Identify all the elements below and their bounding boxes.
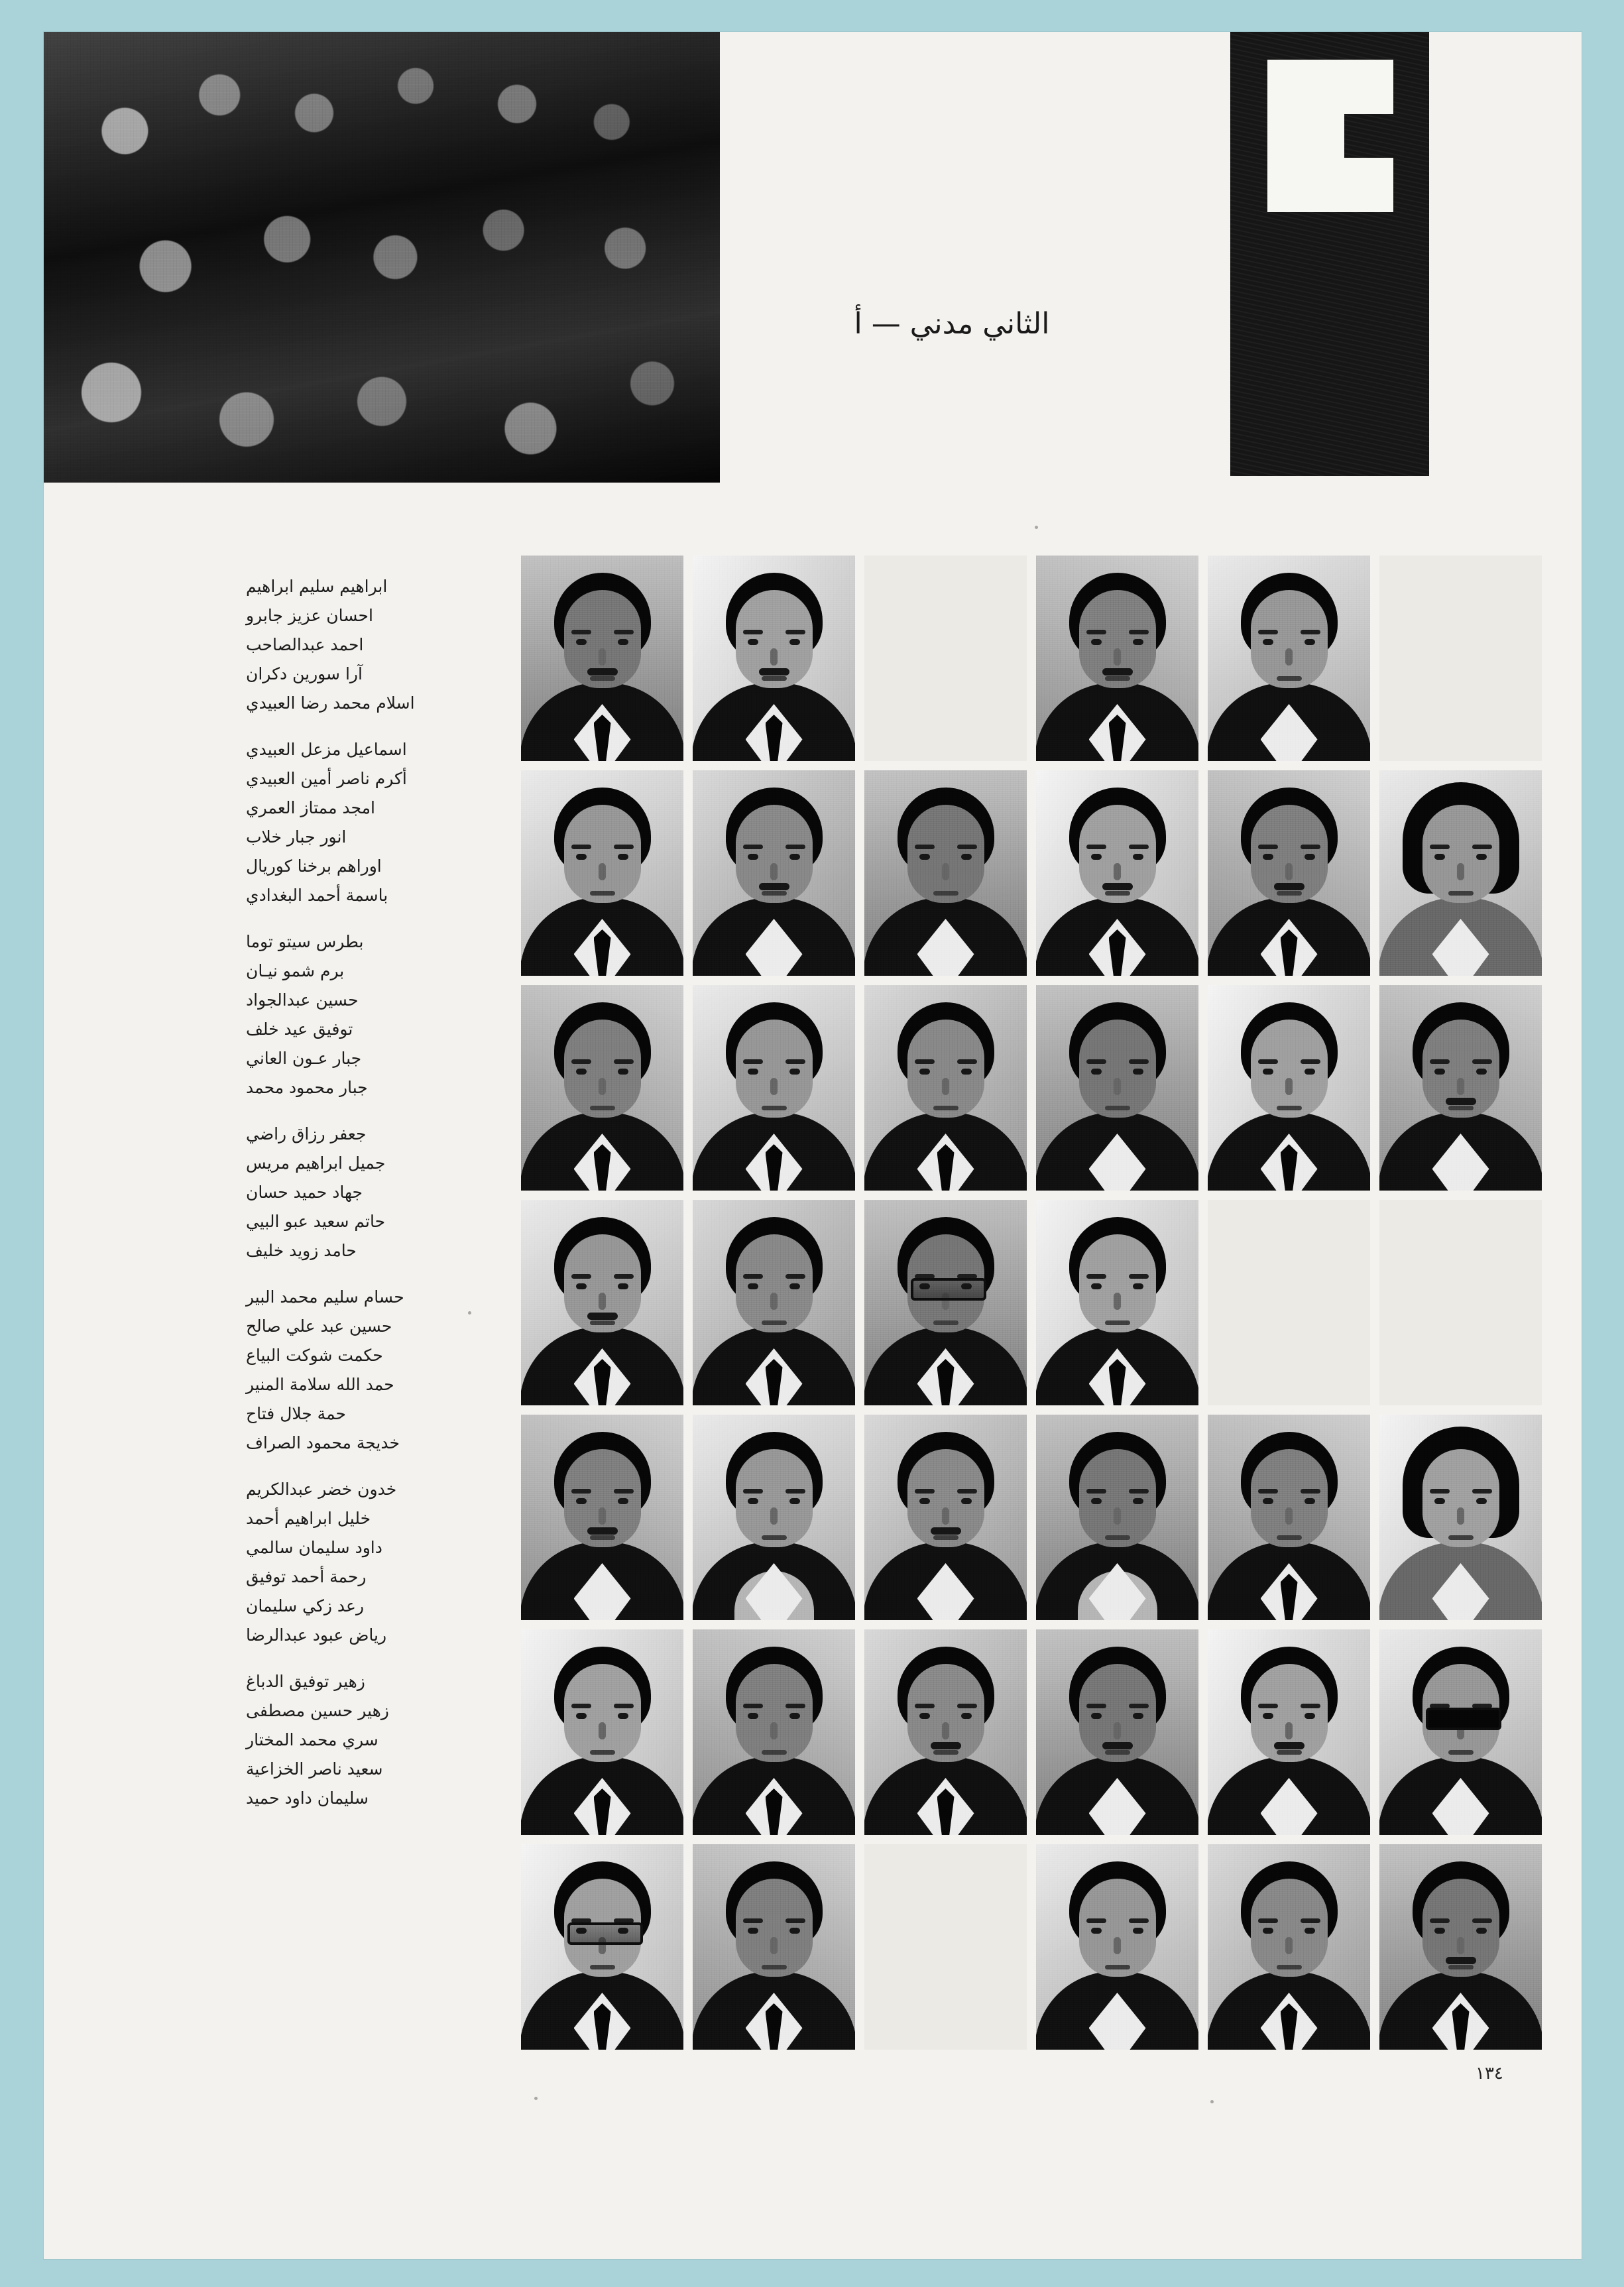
portrait-row: [481, 1415, 1542, 1620]
student-name: حامد زويد خليف: [246, 1241, 357, 1260]
student-name: زهير توفيق الدباغ: [246, 1672, 365, 1691]
student-portrait: [521, 770, 683, 976]
student-name: حسين عبدالجواد: [246, 990, 359, 1010]
portrait-photo: [521, 556, 683, 761]
portrait-photo: [521, 1629, 683, 1835]
student-portrait: [693, 556, 855, 761]
empty-portrait-slot: [1208, 1200, 1370, 1405]
group-photo-grain-overlay: [44, 32, 720, 483]
portrait-photo: [1379, 770, 1542, 976]
student-name: جبار عـون العاني: [246, 1049, 362, 1068]
student-portrait: [521, 1415, 683, 1620]
portrait-photo: [693, 556, 855, 761]
portrait-photo: [521, 1415, 683, 1620]
student-portrait: [693, 1200, 855, 1405]
student-portrait: [1208, 770, 1370, 976]
name-group: [246, 1475, 485, 1650]
student-portrait: [693, 1844, 855, 2050]
portrait-photo: [1208, 556, 1370, 761]
portrait-photo: [1208, 770, 1370, 976]
portrait-photo: [1208, 1844, 1370, 2050]
student-name: سعيد ناصر الخزاعية: [246, 1759, 383, 1779]
portrait-photo: [1208, 985, 1370, 1191]
student-portrait: [1208, 1629, 1370, 1835]
student-portrait: [1379, 1844, 1542, 2050]
portrait-photo: [864, 1200, 1027, 1405]
student-name: اسماعيل مزعل العبيدي: [246, 740, 407, 759]
student-portrait: [693, 1415, 855, 1620]
portrait-photo: [1208, 1629, 1370, 1835]
portrait-photo: [1036, 1415, 1198, 1620]
student-portrait: [1036, 770, 1198, 976]
portrait-photo: [864, 770, 1027, 976]
empty-portrait-slot: [1379, 1200, 1542, 1405]
student-portrait: [693, 1629, 855, 1835]
student-portrait: [864, 1200, 1027, 1405]
student-names-column: [246, 572, 485, 1830]
student-name: خديجة محمود الصراف: [246, 1433, 400, 1452]
student-portrait: [1208, 1415, 1370, 1620]
portrait-photo: [521, 1844, 683, 2050]
student-name: سري محمد المختار: [246, 1730, 378, 1749]
student-portrait: [1379, 985, 1542, 1191]
student-portrait: [1036, 1844, 1198, 2050]
student-name: توفيق عيد خلف: [246, 1020, 353, 1039]
student-portrait: [1208, 1844, 1370, 2050]
student-name: جميل ابراهيم مريس: [246, 1153, 386, 1173]
portrait-photo: [1379, 1415, 1542, 1620]
student-name: برم شمو نيـان: [246, 961, 345, 980]
portrait-photo: [693, 1629, 855, 1835]
portrait-photo: [1036, 1629, 1198, 1835]
student-name: حكمت شوكت البياع: [246, 1346, 383, 1365]
student-portrait: [1208, 985, 1370, 1191]
student-name: اسلام محمد رضا العبيدي: [246, 693, 415, 713]
registration-dot: [534, 2097, 538, 2100]
student-portrait: [1036, 1415, 1198, 1620]
portrait-photo: [1208, 1415, 1370, 1620]
student-name: داود سليمان سالمي: [246, 1538, 382, 1557]
student-name: خدون خضر عبدالكريم: [246, 1480, 397, 1499]
portrait-row: [481, 770, 1542, 976]
portrait-photo: [864, 1629, 1027, 1835]
student-name: آرا سورين دكران: [246, 664, 363, 683]
student-portrait: [1379, 1415, 1542, 1620]
class-group-photo: [44, 32, 720, 483]
student-portrait: [521, 1629, 683, 1835]
student-portrait: [864, 1415, 1027, 1620]
student-name: بطرس سيتو توما: [246, 932, 364, 951]
portrait-photo: [1379, 1844, 1542, 2050]
name-group: [246, 735, 485, 910]
portrait-photo: [521, 770, 683, 976]
portrait-photo: [693, 985, 855, 1191]
student-portrait: [693, 770, 855, 976]
portrait-row: [481, 556, 1542, 761]
name-group: [246, 927, 485, 1102]
student-portrait: [1208, 556, 1370, 761]
portrait-photo: [1036, 1200, 1198, 1405]
student-portrait: [864, 985, 1027, 1191]
student-name: احسان عزيز جابرو: [246, 606, 373, 625]
student-name: ابراهيم سليم ابراهيم: [246, 577, 388, 596]
name-group: [246, 1120, 485, 1265]
registration-dot: [1210, 2100, 1214, 2103]
student-portrait: [521, 1200, 683, 1405]
student-name: جعفر رزاق راضي: [246, 1124, 367, 1144]
portrait-photo: [1036, 1844, 1198, 2050]
portrait-photo: [864, 985, 1027, 1191]
section-title: الثاني مدني — أ: [854, 307, 1050, 341]
student-name: رياض عبود عبدالرضا: [246, 1625, 387, 1645]
portrait-photo: [693, 1200, 855, 1405]
student-name: زهير حسين مصطفى: [246, 1701, 389, 1720]
portrait-row: [481, 1844, 1542, 2050]
student-name: خليل ابراهيم أحمد: [246, 1509, 371, 1528]
portrait-photo: [693, 1844, 855, 2050]
empty-portrait-slot: [1379, 556, 1542, 761]
student-name: حمد الله سلامة المنير: [246, 1375, 394, 1394]
portrait-photo: [1036, 770, 1198, 976]
student-name: أكرم ناصر أمين العبيدي: [246, 769, 407, 788]
student-name: حمة جلال فتاح: [246, 1404, 346, 1423]
student-name: باسمة أحمد البغدادي: [246, 886, 388, 905]
student-name: جهاد حميد حسان: [246, 1183, 363, 1202]
name-group: [246, 572, 485, 718]
student-name: احمد عبدالصاحب: [246, 635, 364, 654]
student-portrait: [864, 1629, 1027, 1835]
student-portrait: [521, 985, 683, 1191]
student-name: رعد زكي سليمان: [246, 1596, 365, 1615]
yearbook-page-sheet: [44, 32, 1582, 2259]
registration-dot: [1035, 526, 1038, 529]
name-group: [246, 1283, 485, 1458]
empty-portrait-slot: [864, 556, 1027, 761]
empty-portrait-slot: [864, 1844, 1027, 2050]
page-number: ١٣٤: [1476, 2064, 1503, 2083]
portrait-photo: [1379, 1629, 1542, 1835]
student-portrait: [864, 770, 1027, 976]
portrait-photo: [521, 985, 683, 1191]
portrait-row: [481, 1629, 1542, 1835]
portrait-photo: [693, 770, 855, 976]
student-portrait: [1379, 1629, 1542, 1835]
student-name: جبار محمود محمد: [246, 1078, 368, 1097]
student-portrait: [1379, 770, 1542, 976]
student-name: حسين عبد علي صالح: [246, 1317, 392, 1336]
name-group: [246, 1667, 485, 1813]
student-name: انور جبار خلاب: [246, 827, 347, 847]
student-portrait: [521, 1844, 683, 2050]
portrait-photo: [693, 1415, 855, 1620]
student-name: اوراهم برخنا كوريال: [246, 856, 382, 876]
student-portrait: [693, 985, 855, 1191]
section-letter-block: [1230, 32, 1429, 476]
student-name: امجد ممتاز العمري: [246, 798, 376, 817]
student-portrait: [1036, 556, 1198, 761]
portrait-row: [481, 1200, 1542, 1405]
student-name: سليمان داود حميد: [246, 1789, 369, 1808]
student-name: حاتم سعيد عبو البيي: [246, 1212, 386, 1231]
student-name: رحمة أحمد توفيق: [246, 1567, 367, 1586]
portrait-row: [481, 985, 1542, 1191]
student-name: حسام سليم محمد البير: [246, 1287, 404, 1307]
portrait-photo: [1379, 985, 1542, 1191]
portrait-photo: [1036, 556, 1198, 761]
student-portrait: [1036, 985, 1198, 1191]
student-portrait: [1036, 1200, 1198, 1405]
portrait-grid: [481, 556, 1542, 2059]
portrait-photo: [864, 1415, 1027, 1620]
portrait-photo: [521, 1200, 683, 1405]
student-portrait: [1036, 1629, 1198, 1835]
student-portrait: [521, 556, 683, 761]
letter-block-grain-overlay: [1230, 32, 1429, 476]
portrait-photo: [1036, 985, 1198, 1191]
